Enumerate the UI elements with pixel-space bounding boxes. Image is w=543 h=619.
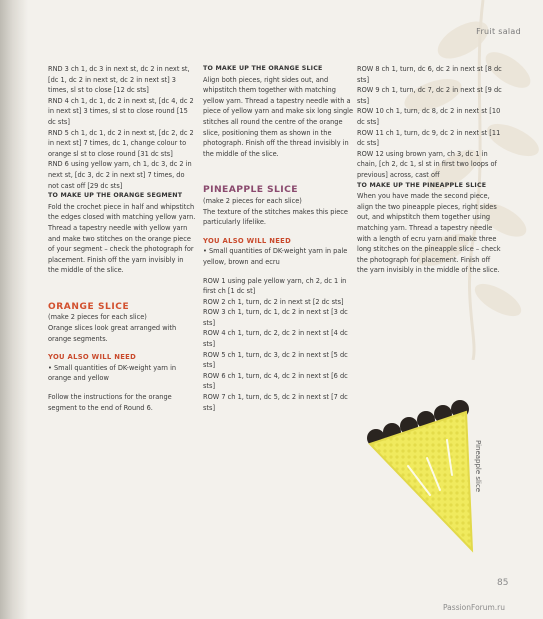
photo-caption: Pineapple slice [474, 440, 482, 493]
pattern-row: ROW 6 ch 1, turn, dc 4, dc 2 in next st [6 dc sts] [203, 371, 348, 391]
pattern-row: ROW 7 ch 1, turn, dc 5, dc 2 in next st [7 dc sts] [203, 393, 348, 412]
page-number: 85 [497, 578, 509, 588]
pattern-row: RND 3 ch 1, dc 3 in next st, dc 2 in next st, [dc 1, dc 2 in next st, dc 2 in next st] 3 times, sl st to close [12 dc sts] [48, 65, 190, 95]
pineapple-description: The texture of the stitches makes this piece particularly lifelike. [203, 207, 348, 227]
pattern-row: ROW 9 ch 1, turn, dc 7, dc 2 in next st [9 dc sts] [357, 86, 502, 105]
orange-slice-description: Orange slices look great arranged with orange segments. [48, 324, 177, 343]
make-up-segment-heading: TO MAKE UP THE ORANGE SEGMENT [48, 192, 183, 200]
pineapple-make-note: (make 2 pieces for each slice) [203, 196, 302, 205]
make-up-pineapple-heading: TO MAKE UP THE PINEAPPLE SLICE [357, 181, 487, 189]
pattern-row: RND 5 ch 1, dc 1, dc 2 in next st, [dc 2, dc 2 in next st] 7 times, dc 1, change colour to orange sl st to close round [31 dc sts] [48, 128, 194, 158]
page-gutter-shadow [0, 0, 28, 619]
pattern-row: RND 6 using yellow yarn, ch 1, dc 3, dc 2 in next st, [dc 3, dc 2 in next st] 7 times, do not cast off [29 dc sts] [48, 160, 192, 190]
make-up-orange-slice-text: Align both pieces, right sides out, and whipstitch them together with matching yellow yarn. Thread a tapestry needle with a piece of yellow yarn and make six long single stitches all round the centre of the orange slice, positioning them as shown in the photograph. Finish off the thread invisibly in the middle of the slice. [203, 75, 354, 158]
orange-need-text: • Small quantities of DK-weight yarn in orange and yellow [48, 363, 177, 383]
orange-need-heading: YOU ALSO WILL NEED [48, 353, 137, 362]
column-1 [48, 64, 196, 413]
make-up-orange-slice-heading: TO MAKE UP THE ORANGE SLICE [203, 65, 323, 72]
pattern-row: ROW 5 ch 1, turn, dc 3, dc 2 in next st [5 dc sts] [203, 350, 348, 370]
pattern-row: ROW 12 using brown yarn, ch 3, dc 1 in chain, [ch 2, dc 1, sl st in first two loops of previous] across, cast off [357, 149, 497, 179]
pineapple-need-heading: YOU ALSO WILL NEED [203, 236, 292, 245]
site-watermark: PassionForum.ru [443, 603, 506, 612]
pattern-row: ROW 4 ch 1, turn, dc 2, dc 2 in next st [4 dc sts] [203, 329, 348, 349]
orange-slice-make-note: (make 2 pieces for each slice) [48, 313, 147, 322]
pineapple-slice-heading: PINEAPPLE SLICE [203, 184, 298, 196]
column-3 [357, 64, 503, 276]
pattern-row: ROW 1 using pale yellow yarn, ch 2, dc 1 in first ch [1 dc st] [203, 276, 347, 296]
pattern-row: ROW 11 ch 1, turn, dc 9, dc 2 in next st [11 dc sts] [357, 128, 501, 148]
pattern-row: ROW 10 ch 1, turn, dc 8, dc 2 in next st [10 dc sts] [357, 107, 501, 126]
pattern-row: ROW 2 ch 1, turn, dc 2 in next st [2 dc sts] [203, 297, 344, 306]
pineapple-need-text: • Small quantities of DK-weight yarn in pale yellow, brown and ecru [203, 247, 348, 266]
make-up-segment-text: Fold the crochet piece in half and whipstitch the edges closed with matching yellow yarn. Thread a tapestry needle with yellow yarn and make two stitches on the orange piece of your segment – check the photograph for placement. Finish off the yarn invisibly in the middle of the slice. [48, 202, 196, 275]
column-2 [203, 64, 355, 413]
pattern-row: ROW 3 ch 1, turn, dc 1, dc 2 in next st [3 dc sts] [203, 308, 348, 327]
pattern-row: RND 4 ch 1, dc 1, dc 2 in next st, [dc 4, dc 2 in next st] 3 times, sl st to close round [15 dc sts] [48, 96, 194, 126]
pattern-row: ROW 8 ch 1, turn, dc 6, dc 2 in next st [8 dc sts] [357, 65, 502, 84]
make-up-pineapple-text: When you have made the second piece, align the two pineapple pieces, right sides out, and whipstitch them together using matching yarn. Thread a tapestry needle with a length of ecru yarn and make three long stitches on the pineapple slice – check the photograph for placement. Finish off the yarn invisibly in the middle of the slice. [357, 192, 501, 275]
running-header: Fruit salad [476, 27, 521, 36]
orange-follow-text: Follow the instructions for the orange segment to the end of Round 6. [48, 393, 172, 412]
orange-slice-heading: ORANGE SLICE [48, 301, 130, 312]
